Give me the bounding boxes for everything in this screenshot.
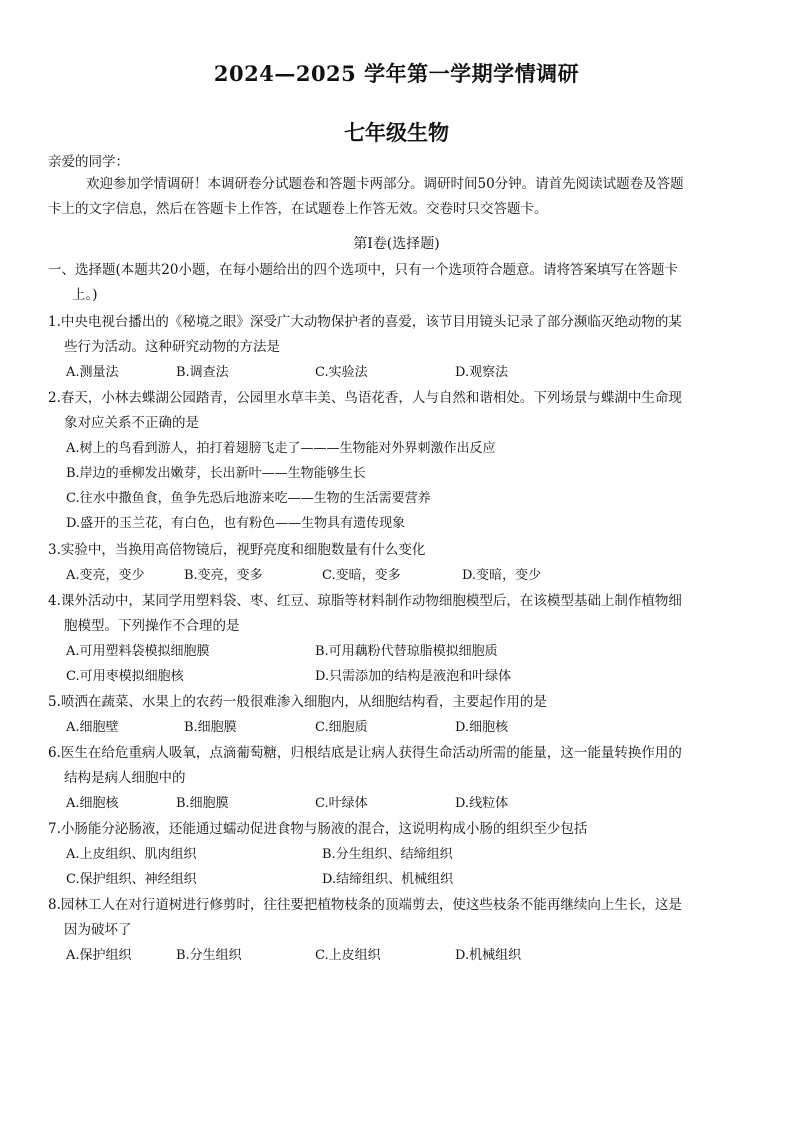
question-8-option-d: D.机械组织 xyxy=(455,948,522,963)
question-2-stem: 象对应关系不正确的是 xyxy=(64,415,199,431)
question-4-option-a: A.可用塑料袋模拟细胞膜 xyxy=(66,644,210,659)
question-1-option-c: C.实验法 xyxy=(315,365,368,380)
question-1-option-b: B.调查法 xyxy=(176,365,229,380)
question-6-stem: 6.医生在给危重病人吸氧，点滴葡萄糖，归根结底是让病人获得生命活动所需的能量，这一能量转换作用的 xyxy=(48,745,682,761)
section-instruction: 上。) xyxy=(72,287,98,303)
question-6-option-d: D.线粒体 xyxy=(455,796,509,811)
intro-line: 欢迎参加学情调研！本调研卷分试题卷和答题卡两部分。调研时间50分钟。请首先阅读试题卷及答题 xyxy=(86,176,684,192)
question-6-stem: 结构是病人细胞中的 xyxy=(64,770,186,786)
question-4-option-c: C.可用枣模拟细胞核 xyxy=(66,669,184,684)
question-6-option-b: B.细胞膜 xyxy=(176,796,229,811)
question-8-option-c: C.上皮组织 xyxy=(315,948,381,963)
question-5-option-a: A.细胞壁 xyxy=(66,720,119,735)
question-8-stem: 8.园林工人在对行道树进行修剪时，往往要把植物枝条的顶端剪去，使这些枝条不能再继续向上生长，这是 xyxy=(48,897,682,913)
question-2-option-b: B.岸边的垂柳发出嫩芽，长出新叶——生物能够生长 xyxy=(66,466,366,481)
question-8-option-b: B.分生组织 xyxy=(176,948,242,963)
question-1-stem: 1.中央电视台播出的《秘境之眼》深受广大动物保护者的喜爱，该节目用镜头记录了部分濒临灭绝动物的某 xyxy=(48,314,682,330)
question-1-option-d: D.观察法 xyxy=(455,365,509,380)
question-2-option-d: D.盛开的玉兰花，有白色，也有粉色——生物具有遗传现象 xyxy=(66,516,406,531)
question-3-option-b: B.变亮，变多 xyxy=(184,568,263,583)
question-2-stem: 2.春天，小林去蝶湖公园踏青，公园里水草丰美、鸟语花香，人与自然和谐相处。下列场景与蝶湖中生命现 xyxy=(48,390,682,406)
question-5-option-c: C.细胞质 xyxy=(315,720,368,735)
question-4-option-d: D.只需添加的结构是液泡和叶绿体 xyxy=(315,669,512,684)
question-8-stem: 因为破坏了 xyxy=(64,922,132,938)
intro-line: 卡上的文字信息，然后在答题卡上作答，在试题卷上作答无效。交卷时只交答题卡。 xyxy=(48,201,548,217)
question-2-option-c: C.往水中撒鱼食，鱼争先恐后地游来吃——生物的生活需要营养 xyxy=(66,491,431,506)
question-7-option-b: B.分生组织、结缔组织 xyxy=(322,847,453,862)
question-7-option-d: D.结缔组织、机械组织 xyxy=(322,872,454,887)
question-6-option-c: C.叶绿体 xyxy=(315,796,368,811)
question-2-option-a: A.树上的鸟看到游人，拍打着翅膀飞走了———生物能对外界刺激作出反应 xyxy=(66,441,496,456)
question-7-option-a: A.上皮组织、肌肉组织 xyxy=(66,847,197,862)
question-1-option-a: A.测量法 xyxy=(66,365,119,380)
question-3-option-c: C.变暗，变多 xyxy=(322,568,401,583)
question-7-stem: 7.小肠能分泌肠液，还能通过蠕动促进食物与肠液的混合，这说明构成小肠的组织至少包括 xyxy=(48,821,588,837)
question-7-option-c: C.保护组织、神经组织 xyxy=(66,872,197,887)
question-4-stem: 胞模型。下列操作不合理的是 xyxy=(64,618,240,634)
intro-text xyxy=(48,172,748,222)
exam-title: 2024—2025 学年第一学期学情调研 xyxy=(213,61,580,86)
question-5-option-d: D.细胞核 xyxy=(455,720,509,735)
subject-title: 七年级生物 xyxy=(344,120,449,145)
question-5-stem: 5.喷洒在蔬菜、水果上的农药一般很难渗入细胞内，从细胞结构看，主要起作用的是 xyxy=(48,694,547,710)
question-4-option-b: B.可用藕粉代替琼脂模拟细胞质 xyxy=(315,644,498,659)
question-4-stem: 4.课外活动中，某同学用塑料袋、枣、红豆、琼脂等材料制作动物细胞模型后，在该模型基础上制作植物细 xyxy=(48,593,682,609)
question-1-stem: 些行为活动。这种研究动物的方法是 xyxy=(64,339,280,355)
question-8-option-a: A.保护组织 xyxy=(66,948,132,963)
question-3-option-a: A.变亮，变少 xyxy=(66,568,145,583)
section-instruction: 一、选择题(本题共20小题，在每小题给出的四个选项中，只有一个选项符合题意。请将答案填写在答题卡 xyxy=(48,262,678,278)
question-3-stem: 3.实验中，当换用高倍物镜后，视野亮度和细胞数量有什么变化 xyxy=(48,542,426,558)
greeting: 亲爱的同学： xyxy=(48,154,129,170)
section-title: 第Ⅰ卷(选择题) xyxy=(353,236,440,252)
question-6-option-a: A.细胞核 xyxy=(66,796,119,811)
question-3-option-d: D.变暗，变少 xyxy=(462,568,542,583)
question-5-option-b: B.细胞膜 xyxy=(184,720,237,735)
